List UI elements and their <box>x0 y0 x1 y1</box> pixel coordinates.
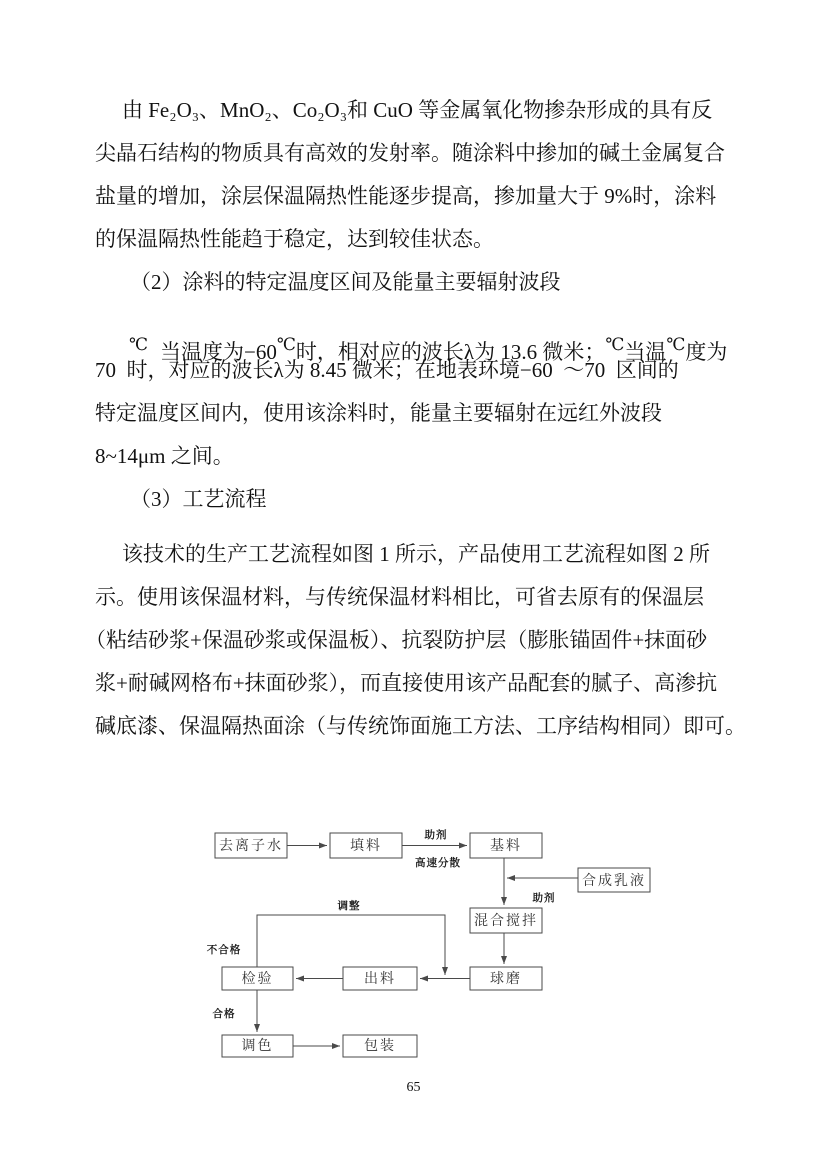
body-line: 由 Fe₂O₃、MnO₂、Co₂O₃和 CuO 等金属氧化物掺杂形成的具有反 <box>122 98 713 122</box>
flowchart-box-label: 填料 <box>350 839 382 854</box>
body-line: 8~14μm 之间。 <box>95 444 234 468</box>
flowchart-box-label: 包装 <box>364 1039 396 1054</box>
degree-celsius-symbol: ℃ <box>666 335 686 354</box>
body-line: 尖晶石结构的物质具有高效的发射率。随涂料中掺加的碱土金属复合 <box>95 141 725 165</box>
body-line: （粘结砂浆+保温砂浆或保温板）、抗裂防护层（膨胀锚固件+抹面砂 <box>85 628 708 652</box>
degree-celsius-symbol: ℃ <box>605 335 625 354</box>
process-flowchart <box>0 810 827 1085</box>
flowchart-box-label: 混合搅拌 <box>474 914 538 929</box>
body-line: 盐量的增加，涂层保温隔热性能逐步提高，掺加量大于 9%时，涂料 <box>95 184 717 208</box>
edge-label-qualified: 合格 <box>212 1008 236 1020</box>
body-text-segment: 度为 <box>685 340 728 364</box>
edge-label-high-speed-dispersion: 高速分散 <box>415 857 461 869</box>
body-text-segment: 时，相对应的波长λ为 13.6 微米； <box>295 340 606 364</box>
flowchart-box-label: 合成乳液 <box>582 874 646 889</box>
degree-celsius-symbol: ℃ <box>129 335 149 354</box>
flow-feedback-adjust-loop <box>257 915 445 975</box>
body-line: 碱底漆、保温隔热面涂（与传统饰面施工方法、工序结构相同）即可。 <box>95 714 746 738</box>
section-heading-2: （2）涂料的特定温度区间及能量主要辐射波段 <box>130 270 561 294</box>
flowchart-box-label: 出料 <box>364 972 396 987</box>
page-number: 65 <box>406 1080 421 1095</box>
body-text-segment: 当温度为−60 <box>160 340 277 364</box>
flowchart-box-label: 调色 <box>241 1039 274 1054</box>
body-line: 特定温度区间内，使用该涂料时，能量主要辐射在远红外波段 <box>95 401 662 425</box>
body-line: 的保温隔热性能趋于稳定，达到较佳状态。 <box>95 227 494 251</box>
body-line: 该技术的生产工艺流程如图 1 所示，产品使用工艺流程如图 2 所 <box>122 542 710 566</box>
body-line: 浆+耐碱网格布+抹面砂浆），而直接使用该产品配套的腻子、高渗抗 <box>95 671 718 695</box>
body-line: 示。使用该保温材料，与传统保温材料相比，可省去原有的保温层 <box>95 585 704 609</box>
flowchart-box-label: 去离子水 <box>219 839 283 854</box>
section-heading-3: （3）工艺流程 <box>130 487 267 511</box>
edge-label-auxiliary-top: 助剂 <box>424 829 448 841</box>
edge-label-unqualified: 不合格 <box>206 944 242 956</box>
flowchart-box-label: 球磨 <box>490 972 522 987</box>
flowchart-box-label: 检验 <box>241 972 274 987</box>
degree-celsius-symbol: ℃ <box>276 335 296 354</box>
flowchart-box-label: 基料 <box>490 839 522 854</box>
edge-label-adjust: 调整 <box>337 900 361 912</box>
edge-label-auxiliary-right: 助剂 <box>532 892 556 904</box>
body-line: 70 时，对应的波长λ为 8.45 微米；在地表环境−60 ～70 区间的 <box>95 358 679 382</box>
body-text-segment: 当温 <box>624 340 667 364</box>
